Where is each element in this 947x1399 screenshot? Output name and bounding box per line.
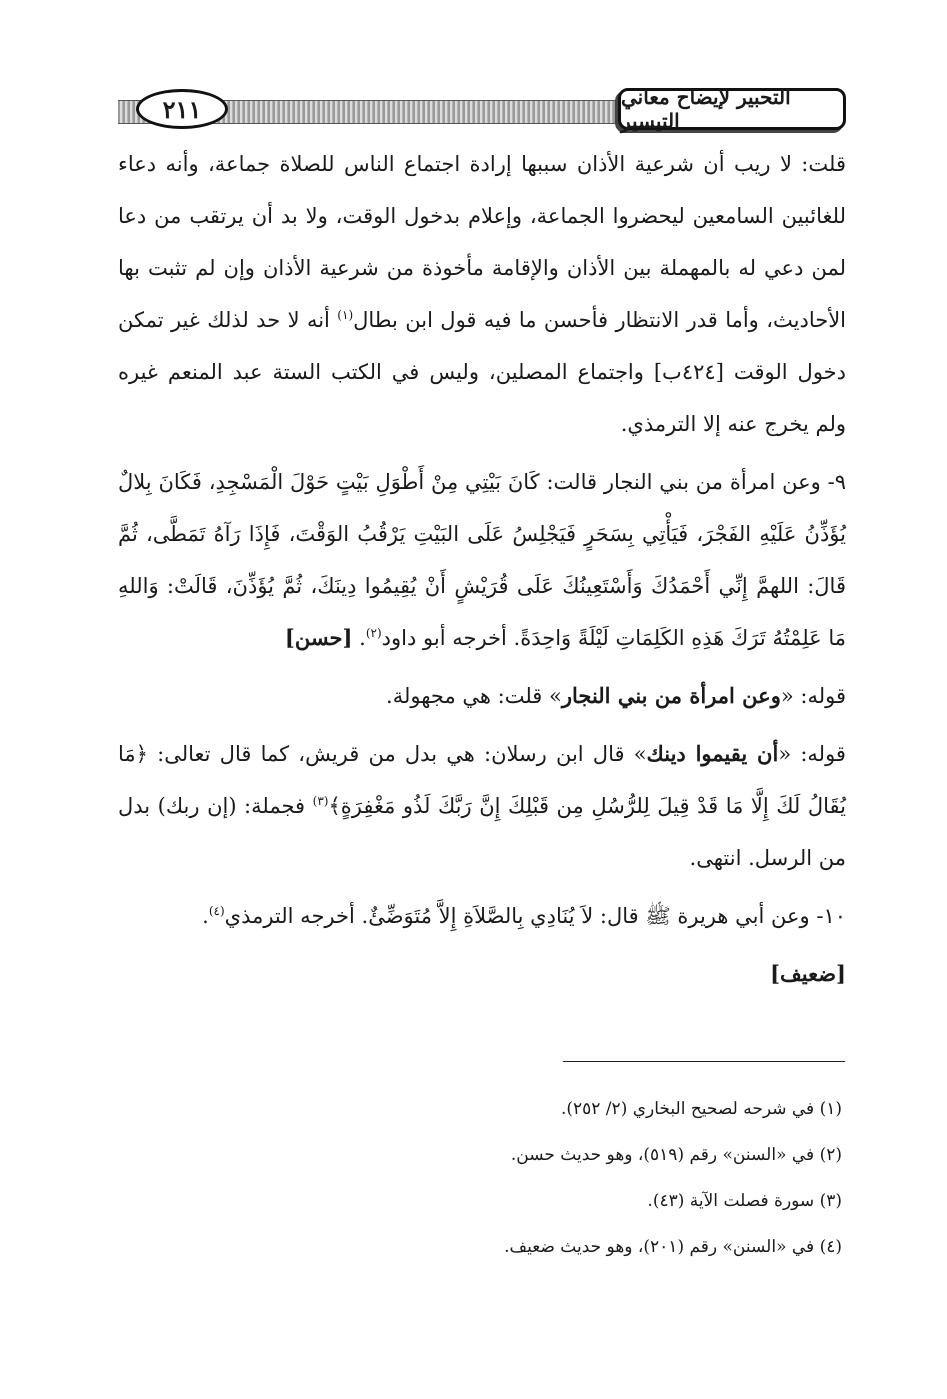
text-segment: . bbox=[202, 904, 209, 928]
text-segment: قوله: « bbox=[778, 742, 846, 766]
paragraph-p4 bbox=[118, 728, 846, 884]
text-segment: ١٠- وعن أبي هريرة ﷺ قال: bbox=[593, 904, 846, 928]
bold-text: وعن امرأة من بني النجار bbox=[561, 683, 781, 708]
page-number: ٢١١ bbox=[136, 89, 228, 129]
footnote-3: (٣) سورة فصلت الآية (٤٣). bbox=[647, 1191, 842, 1211]
footnote-marker: (١) bbox=[337, 308, 354, 322]
text-segment: ٩- وعن امرأة من بني النجار قالت: bbox=[539, 470, 847, 494]
text-segment: قوله: « bbox=[780, 684, 846, 708]
footnote-1: (١) في شرحه لصحيح البخاري (٢/ ٢٥٢). bbox=[560, 1099, 842, 1119]
quoted-text: ﴿مَا يُقَالُ لَكَ إِلَّا مَا قَدْ قِيلَ لِلرُّسُلِ مِن قَبْلِكَ إِنَّ رَبَّكَ لَذُو مَغْفِرَةٍ﴾ bbox=[118, 742, 846, 818]
quoted-text: كَانَ بَيْتِي مِنْ أَطْوَلِ بَيْتٍ حَوْلَ الْمَسْجِدِ، فَكَانَ بِلالٌ يُؤَذِّنُ عَلَيْهِ الفَجْرَ، فَيَأْتِي بِسَحَرٍ فَيَجْلِسُ عَلَى البَيْتِ يَرْقُبُ الوَقْتَ، فَإِذَا رَآهُ تَمَطَّى، ثُمَّ قَالَ: اللهمَّ إِنِّي أَحْمَدُكَ وَأَسْتَعِينُكَ عَلَى قُرَيْشٍ أَنْ يُقِيمُوا دِينَكَ، ثُمَّ يُؤَذِّنَ، قَالَتْ: وَاللهِ مَا عَلِمْتُهُ تَرَكَ هَذِهِ الكَلِمَاتِ لَيْلَةً وَاحِدَةً bbox=[118, 470, 846, 650]
text-segment: قلت: لا ريب أن شرعية الأذان سببها إرادة اجتماع الناس للصلاة جماعة، وأنه دعاء للغائبين السامعين ليحضروا الجماعة، وإعلام بدخول الوقت، ولا بد أن يرتقب من دعا لمن دعي له بالمهملة بين الأذان والإقامة مأخوذة من شرعية الأذان وإن لم تثبت بها الأحاديث، وأما قدر الانتظار فأحسن ما فيه قول ابن بطال bbox=[118, 152, 847, 332]
bold-text: أن يقيموا دينك bbox=[646, 741, 779, 766]
text-segment: » قلت: هي مجهولة. bbox=[386, 684, 562, 708]
bold-text: [حسن] bbox=[284, 625, 353, 650]
text-segment: . bbox=[352, 626, 366, 650]
text-segment: . أخرجه الترمذي bbox=[224, 904, 369, 928]
footnote-marker: (٢) bbox=[365, 626, 382, 640]
text-segment: » قال ابن رسلان: هي بدل من قريش، كما قال تعالى: bbox=[147, 742, 647, 766]
paragraph-p2 bbox=[118, 456, 846, 664]
book-title: التحبير لإيضاح معاني التيسير bbox=[618, 88, 846, 130]
paragraph-p6 bbox=[118, 948, 846, 1000]
bold-text: [ضعيف] bbox=[770, 961, 846, 986]
footnote-2: (٢) في «السنن» رقم (٥١٩)، وهو حديث حسن. bbox=[510, 1145, 842, 1165]
footnote-marker: (٣) bbox=[312, 794, 329, 808]
paragraph-p3 bbox=[118, 670, 846, 722]
main-text bbox=[118, 138, 846, 1000]
paragraph-p5 bbox=[118, 890, 846, 942]
text-segment: . أخرجه أبو داود bbox=[381, 626, 521, 650]
footnote-4: (٤) في «السنن» رقم (٢٠١)، وهو حديث ضعيف. bbox=[504, 1237, 842, 1257]
paragraph-p1 bbox=[118, 138, 846, 450]
text-segment: فجملة: (إن ربك) بدل من الرسل. انتهى. bbox=[118, 794, 846, 870]
footnotes bbox=[118, 1086, 842, 1270]
page-header bbox=[118, 86, 846, 136]
footnote-separator bbox=[563, 1061, 845, 1062]
quoted-text: لاَ يُنَادِي بِالصَّلاَةِ إِلاَّ مُتَوَضِّئٌ bbox=[368, 904, 594, 928]
footnote-marker: (٤) bbox=[208, 904, 225, 918]
text-segment: أنه لا حد لذلك غير تمكن دخول الوقت [٤٢٤ب] واجتماع المصلين، وليس في الكتب الستة عبد المنعم غيره ولم يخرج عنه إلا الترمذي. bbox=[118, 308, 846, 436]
